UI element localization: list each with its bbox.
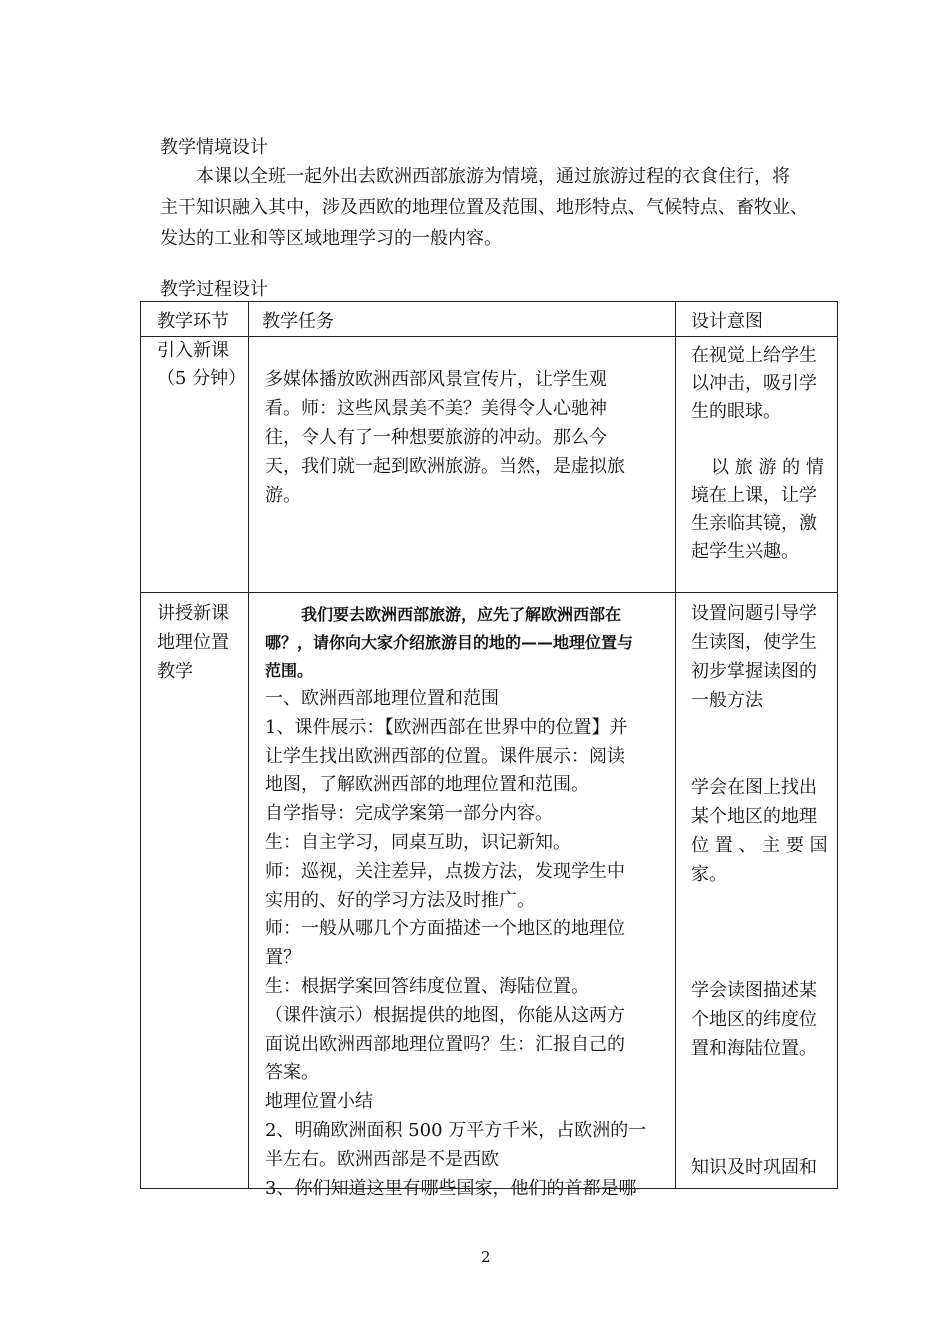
task-line: 1、课件展示：【欧洲西部在世界中的位置】并 [265, 716, 628, 738]
task-line: 3、你们知道这里有哪些国家，他们的首都是哪 [265, 1177, 637, 1199]
intro-line-2: 主干知识融入其中，涉及西欧的地理位置及范围、地形特点、气候特点、畜牧业、 [160, 197, 808, 218]
intent-line: 置和海陆位置。 [691, 1038, 817, 1059]
intent-text [676, 337, 837, 566]
header-intent: 设计意图 [691, 311, 763, 332]
task-line: 游。 [265, 485, 301, 506]
intent-line: 生亲临其镜，激 [691, 513, 817, 534]
intro-line-3: 发达的工业和等区域地理学习的一般内容。 [160, 228, 502, 249]
header-cell [141, 302, 249, 337]
task-line: 实用的、好的学习方法及时推广。 [265, 889, 535, 911]
task-cell [249, 337, 676, 593]
stage-line: （5 分钟） [157, 368, 247, 389]
intent-line: 生读图，使学生 [691, 632, 817, 653]
stage-line: 地理位置 [157, 632, 229, 653]
intent-line: 设置问题引导学 [691, 603, 817, 624]
intent-text [676, 593, 837, 1182]
intent-line: 某个地区的地理 [691, 806, 817, 827]
intent-line: 在视觉上给学生 [691, 345, 817, 366]
task-line: 生：自主学习，同桌互助，识记新知。 [265, 831, 571, 853]
task-line: 面说出欧洲西部地理位置吗？生：汇报自己的 [265, 1033, 625, 1055]
section-heading-situation: 教学情境设计 [160, 137, 268, 158]
intent-line: 位 置 、 主 要 国 [691, 835, 828, 856]
task-line: 看。师：这些风景美不美？美得令人心驰神 [265, 398, 607, 419]
intent-line: 一般方法 [691, 690, 763, 711]
task-bold-line: 范围。 [265, 661, 314, 680]
stage-line: 讲授新课 [157, 603, 229, 624]
intent-line: 学会在图上找出 [691, 777, 817, 798]
stage-text [141, 593, 248, 686]
intent-line: 境在上课，让学 [691, 485, 817, 506]
task-line: 师：巡视，关注差异，点拨方法，发现学生中 [265, 860, 625, 882]
task-line: 往，令人有了一种想要旅游的冲动。那么今 [265, 427, 607, 448]
task-line: 多媒体播放欧洲西部风景宣传片，让学生观 [265, 369, 607, 390]
stage-cell [141, 337, 249, 593]
task-line: （课件演示）根据提供的地图，你能从这两方 [265, 1004, 625, 1026]
task-line: 天，我们就一起到欧洲旅游。当然，是虚拟旅 [265, 456, 625, 477]
task-bold-line: 我们要去欧洲西部旅游，应先了解欧洲西部在 [301, 605, 622, 624]
table-row [141, 593, 838, 1189]
intent-line: 学会读图描述某 [691, 980, 817, 1001]
header-stage: 教学环节 [157, 311, 229, 332]
task-line: 2、明确欧洲面积 500 万平方千米，占欧洲的一 [265, 1119, 647, 1141]
intent-cell [676, 337, 838, 593]
intent-line: 知识及时巩固和 [691, 1157, 817, 1178]
task-line: 一、欧洲西部地理位置和范围 [265, 688, 499, 709]
task-text [249, 685, 675, 1203]
stage-text [141, 337, 248, 393]
table-header-row [141, 302, 838, 337]
intent-line: 初步掌握读图的 [691, 661, 817, 682]
table-row [141, 337, 838, 593]
task-line: 地图，了解欧洲西部的地理位置和范围。 [265, 774, 589, 796]
stage-line: 教学 [157, 661, 193, 682]
intro-line-1: 本课以全班一起外出去欧洲西部旅游为情境，通过旅游过程的衣食住行，将 [196, 166, 790, 187]
intent-line: 个地区的纬度位 [691, 1009, 817, 1030]
intent-cell [676, 593, 838, 1189]
task-text [249, 337, 675, 510]
task-line: 地理位置小结 [265, 1091, 373, 1113]
task-line: 生：根据学案回答纬度位置、海陆位置。 [265, 975, 589, 997]
section-heading-process: 教学过程设计 [160, 279, 268, 300]
intent-line: 起学生兴趣。 [691, 541, 799, 562]
header-task: 教学任务 [262, 311, 334, 332]
task-line: 自学指导：完成学案第一部分内容。 [265, 803, 553, 825]
intent-line: 家。 [691, 864, 727, 885]
task-bold-line: 哪？，请你向大家介绍旅游目的地的——地理位置与 [265, 633, 634, 652]
intent-line: 生的眼球。 [691, 401, 781, 422]
task-line: 答案。 [265, 1062, 319, 1084]
task-cell [249, 593, 676, 1199]
page-number: 2 [481, 1248, 491, 1266]
task-intro-bold [249, 593, 675, 685]
task-line: 置？ [265, 947, 301, 969]
intent-line: 以 旅 游 的 情 [711, 457, 824, 478]
lesson-process-table [140, 301, 838, 1199]
task-line: 师：一般从哪几个方面描述一个地区的地理位 [265, 918, 625, 940]
task-line: 让学生找出欧洲西部的位置。课件展示：阅读 [265, 745, 625, 767]
intent-line: 以冲击，吸引学 [691, 373, 817, 394]
task-line: 半左右。欧洲西部是不是西欧 [265, 1148, 499, 1170]
stage-cell [141, 593, 249, 1189]
header-cell [249, 302, 676, 337]
stage-line: 引入新课 [157, 340, 229, 361]
header-cell [676, 302, 838, 337]
